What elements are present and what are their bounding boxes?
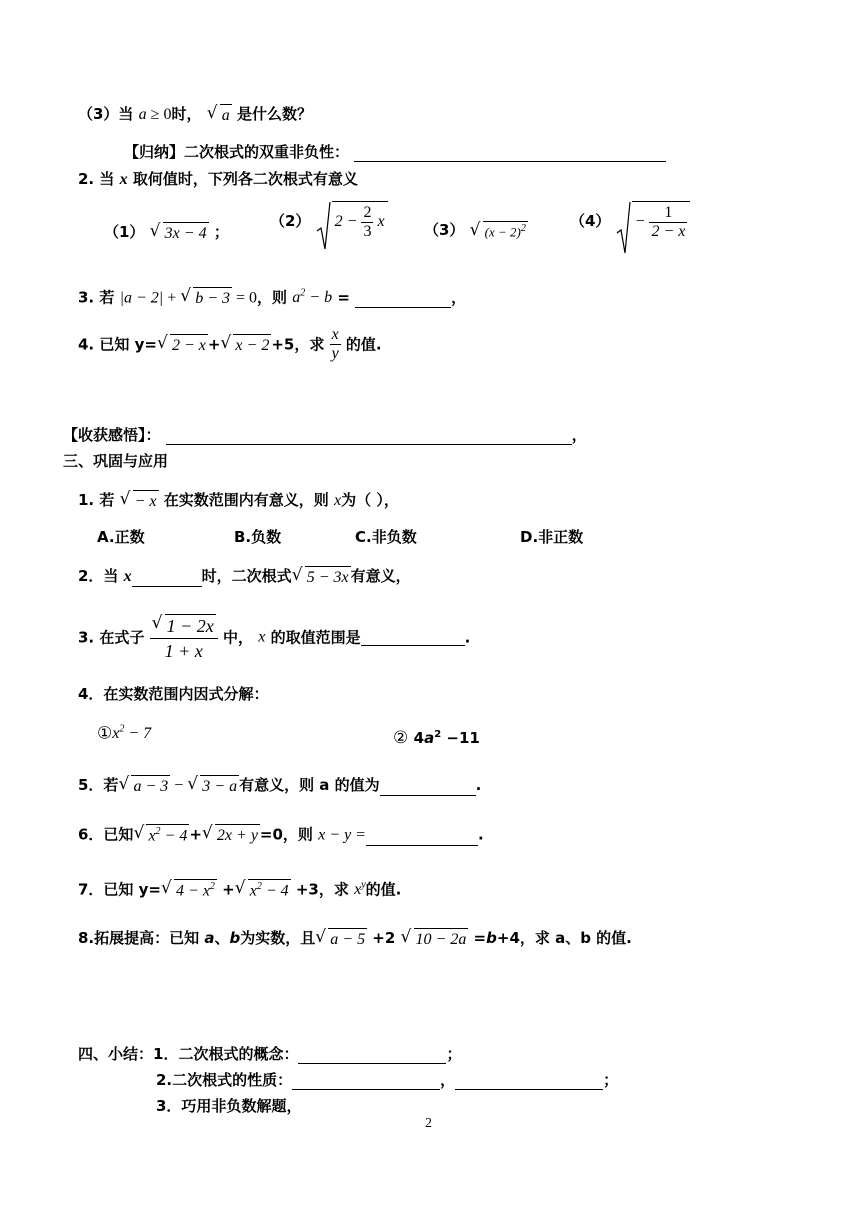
- q2-text: 取何值时，下列各二次根式有意义: [127, 170, 358, 188]
- plus-sign: +: [163, 289, 181, 307]
- sqrt-3-a: √ 3 − a: [187, 775, 239, 796]
- p5-mid: 有意义，则 a 的值为: [239, 776, 380, 795]
- item-label: （1）: [104, 223, 145, 242]
- frac-sqrt-1-2x-over-1-x: √ $\frac{1 - 2x}{1 + x}$: [150, 612, 218, 663]
- eq: =: [468, 929, 487, 948]
- option-a[interactable]: A.正数: [97, 528, 145, 546]
- practice-1-line: [78, 490, 399, 511]
- s4-l2-mid: ，: [440, 1071, 456, 1089]
- practice-4-item-b: [393, 725, 480, 748]
- q3b-label: 3. 若: [78, 288, 115, 307]
- sqrt-a-5: √ a − 5: [315, 928, 367, 949]
- expr-x2-7: $x^2 - 7$: [112, 724, 152, 743]
- q3-tail: 是什么数？: [236, 105, 312, 124]
- sqrt-5-3x: √ 5 − 3x: [292, 566, 351, 587]
- summary-label: 【归纳】二次根式的双重非负性：: [124, 143, 350, 161]
- var-x: x: [258, 628, 266, 646]
- q3b-end: ，: [451, 288, 467, 307]
- var-a: a: [424, 729, 435, 747]
- sqrt-a: √ a: [207, 104, 232, 125]
- sqrt-2-x: √ 2 − x: [157, 334, 208, 355]
- practice-6-line: [78, 824, 484, 846]
- x-power-y: $x^y$: [354, 880, 366, 899]
- option-d[interactable]: D.非正数: [520, 528, 584, 546]
- frac-x-y: $\frac{x}{y}$: [331, 326, 339, 362]
- plus: +: [207, 335, 221, 354]
- practice-3-line: [78, 612, 470, 672]
- sqrt-10-2a: √ 10 − 2a: [401, 928, 469, 949]
- p3-dot: .: [464, 628, 471, 647]
- sqrt-4-x2: √ $4 - x^2$: [161, 879, 217, 901]
- answer-blank[interactable]: [132, 570, 202, 587]
- p2-mid: 时，二次根式: [201, 567, 292, 586]
- abs-a-2: |a − 2|: [119, 289, 164, 307]
- section-3-title: 三、巩固与应用: [63, 452, 169, 470]
- exp-2: 2: [434, 729, 442, 740]
- plus: +: [216, 880, 235, 899]
- semicolon: ；: [213, 223, 229, 242]
- sqrt-x-2: √ x − 2: [220, 334, 271, 355]
- p3-end: 的取值范围是: [270, 628, 361, 647]
- option-c[interactable]: C.非负数: [355, 528, 417, 546]
- plus-2: +2: [367, 929, 396, 948]
- sqrt-b-3: √ b − 3: [180, 287, 232, 308]
- expr-a2-b: $a^2 - b$: [292, 288, 333, 307]
- p6-label: 6．已知: [78, 825, 134, 844]
- p7-end: 的值.: [365, 880, 402, 899]
- p5-dot: .: [475, 776, 482, 795]
- answer-blank[interactable]: [298, 1047, 446, 1064]
- summary-line: [124, 142, 666, 162]
- practice-2-line: [78, 566, 411, 587]
- s4-l1-label: 四、小结：1．二次根式的概念：: [78, 1045, 299, 1063]
- answer-blank[interactable]: [380, 779, 476, 796]
- sqrt-a-3: √ a − 3: [118, 775, 170, 796]
- q2-item-1: [104, 222, 229, 243]
- answer-blank[interactable]: [355, 291, 451, 308]
- p7-mid: +3，求: [290, 880, 349, 899]
- minus-11: −11: [441, 729, 480, 747]
- practice-7-line: [78, 876, 401, 901]
- practice-5-line: [78, 775, 481, 796]
- var-b: b: [229, 929, 241, 948]
- q3b-eq: =: [332, 288, 350, 307]
- answer-blank[interactable]: [455, 1073, 603, 1090]
- p2-label: 2．当: [78, 567, 124, 586]
- practice-4-item-a: [97, 720, 151, 744]
- question-3b-line: [78, 284, 466, 308]
- p8-label: 8.拓展提高：已知: [78, 929, 205, 948]
- s4-l1-end: ；: [446, 1045, 462, 1063]
- practice-4-heading: 4．在实数范围内因式分解：: [78, 685, 269, 703]
- p3-mid: 中，: [222, 628, 253, 647]
- coef-4: 4: [413, 729, 425, 747]
- plus: +: [189, 825, 202, 844]
- q2-item-4: [570, 201, 690, 255]
- item-label: （4）: [570, 212, 611, 230]
- p8-tail: +4，求 a、b 的值.: [496, 929, 632, 948]
- sep: 、: [214, 929, 230, 948]
- sqrt-3x-4: √ 3x − 4: [150, 222, 209, 243]
- var-x: x: [333, 492, 342, 510]
- answer-blank[interactable]: [166, 428, 572, 445]
- q2-item-3: [424, 220, 528, 240]
- q4-end: 的值.: [345, 335, 382, 354]
- harvest-end: ，: [571, 426, 587, 444]
- answer-blank[interactable]: [361, 629, 465, 646]
- section-4-line-1: [78, 1044, 461, 1064]
- page-number: 2: [425, 1116, 432, 1131]
- sqrt-x-2-squared: √ $(x - 2)^2$: [470, 221, 528, 240]
- answer-blank[interactable]: [366, 829, 478, 846]
- section-4-line-3: 3．巧用非负数解题，: [156, 1097, 302, 1115]
- sqrt-2x-y: √ 2x + y: [202, 824, 260, 845]
- sqrt-neg-x: √ − x: [120, 490, 159, 511]
- item-label: （2）: [270, 212, 311, 230]
- q3-label: （3）当: [78, 105, 134, 124]
- q2-item-2: [270, 201, 388, 251]
- harvest-line: [63, 425, 587, 445]
- var-b: b: [486, 929, 497, 948]
- question-4-line: [78, 326, 382, 372]
- sqrt-x2-4-b: √ $x^2 - 4$: [235, 879, 291, 901]
- option-b[interactable]: B.负数: [234, 528, 282, 546]
- harvest-label: 【收获感悟】：: [63, 426, 161, 444]
- q2-var: x: [119, 171, 128, 188]
- q3b-mid: ，则: [257, 288, 288, 307]
- item-label: （3）: [424, 221, 465, 239]
- s4-l2-label: 2.二次根式的性质：: [156, 1071, 293, 1089]
- p8-mid: 为实数，且: [240, 929, 316, 948]
- question-2-heading: [78, 169, 358, 190]
- sqrt-2-minus-2-3-x: 2 − $\frac{2}{3}$ x: [316, 201, 388, 241]
- answer-blank[interactable]: [354, 145, 666, 162]
- p1-mid: 在实数范围内有意义，则: [163, 491, 329, 510]
- circled-2: ②: [393, 728, 414, 748]
- q3-mid: 时，: [171, 105, 202, 124]
- eq-zero: = 0: [232, 289, 258, 307]
- p6-mid: =0，则: [259, 825, 313, 844]
- p1-end: 为（ ），: [341, 491, 399, 510]
- answer-blank[interactable]: [292, 1073, 440, 1090]
- section-4-line-2: [156, 1070, 618, 1090]
- p6-dot: .: [477, 825, 484, 844]
- practice-8-line: [78, 928, 632, 949]
- p1-label: 1. 若: [78, 491, 115, 510]
- s4-l2-end: ；: [603, 1071, 619, 1089]
- p3-label: 3. 在式子: [78, 628, 145, 647]
- sqrt-x2-4: √ $x^2 - 4$: [133, 824, 189, 846]
- minus-sign: −: [170, 777, 188, 795]
- p2-var: x: [123, 568, 132, 586]
- p5-label: 5．若: [78, 776, 119, 795]
- question-3-line: [78, 104, 312, 125]
- sqrt-neg-1-over-2-x: − $\frac{1}{2 - x}$: [616, 201, 691, 241]
- q2-label: 2. 当: [78, 170, 120, 188]
- p2-end: 有意义，: [350, 567, 411, 586]
- expr-x-minus-y: x − y =: [318, 826, 366, 844]
- circled-1: ①: [97, 723, 113, 744]
- math-a-geq-0: a: [138, 106, 147, 124]
- geq-zero: ≥ 0: [146, 106, 172, 124]
- var-a: a: [204, 929, 215, 948]
- p7-label: 7．已知 y=: [78, 880, 162, 899]
- q4-label: 4. 已知 y=: [78, 335, 157, 354]
- q4-plus5: +5，求: [271, 335, 325, 354]
